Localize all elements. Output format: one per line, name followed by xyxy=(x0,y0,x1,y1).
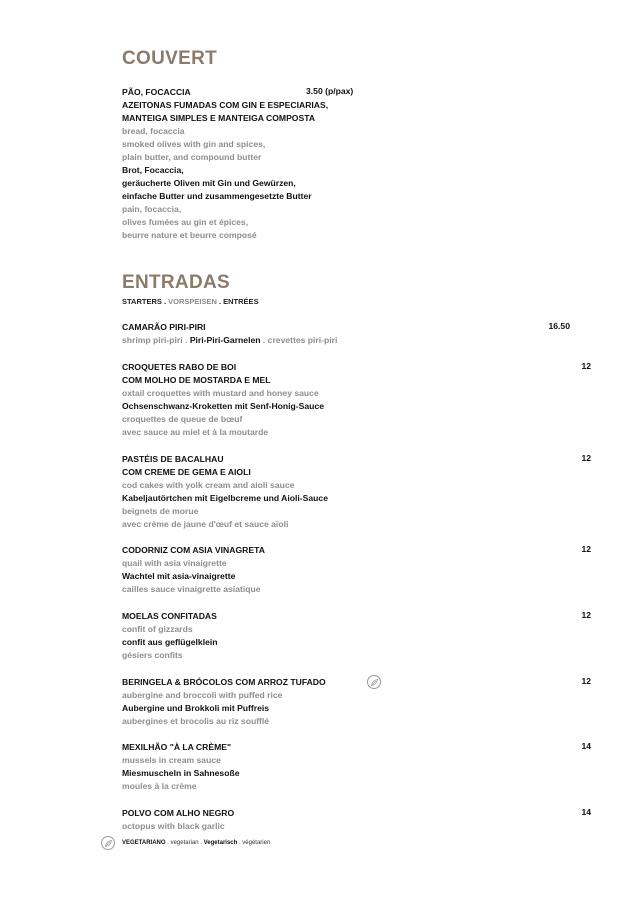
item-camarao-name: CAMARÃO PIRI-PIRI xyxy=(122,322,206,332)
item-codorniz-line: cailles sauce vinaigrette asiatique xyxy=(122,584,261,594)
couvert-line: beurre nature et beurre composé xyxy=(122,230,257,240)
section-title-couvert: COUVERT xyxy=(122,48,217,69)
couvert-line: plain butter, and compound butter xyxy=(122,152,262,162)
item-codorniz-name: CODORNIZ COM ASIA VINAGRETA xyxy=(122,545,265,555)
couvert-line: AZEITONAS FUMADAS COM GIN E ESPECIARIAS, xyxy=(122,100,329,110)
subtitle-starters: STARTERS . xyxy=(122,297,169,306)
item-beringela-line: Aubergine und Brokkoli mit Puffreis xyxy=(122,703,270,713)
subtitle-entrees: . ENTRÉES xyxy=(216,297,259,306)
camarao-de: Piri-Piri-Garnelen xyxy=(189,335,261,345)
item-polvo-line: octopus with black garlic xyxy=(122,821,225,831)
item-moelas-name: MOELAS CONFITADAS xyxy=(122,611,217,621)
item-beringela-price: 12 xyxy=(581,676,591,686)
couvert-price: 3.50 (p/pax) xyxy=(306,86,354,96)
section-title-entradas: ENTRADAS xyxy=(122,272,230,293)
item-codorniz-line: quail with asia vinaigrette xyxy=(122,558,227,568)
couvert-line: olives fumées au gin et épices, xyxy=(122,217,249,227)
item-camarao-translations xyxy=(122,334,337,347)
item-croquetes-price: 12 xyxy=(581,361,591,371)
item-mexilhao-line: Miesmuscheln in Sahnesoße xyxy=(122,768,240,778)
item-croquetes-name: CROQUETES RABO DE BOI xyxy=(122,362,237,372)
legend-vegetarian-icon xyxy=(101,836,115,850)
legend-en: . vegetarian . xyxy=(165,840,204,846)
item-beringela-line: aubergines et brocolis au riz soufflé xyxy=(122,716,270,726)
item-pasteis-price: 12 xyxy=(581,453,591,463)
item-moelas-price: 12 xyxy=(581,610,591,620)
item-mexilhao-name: MEXILHÃO "À LA CRÈME" xyxy=(122,742,232,752)
item-pasteis-line: beignets de morue xyxy=(122,506,199,516)
couvert-line: pain, focaccia, xyxy=(122,204,182,214)
item-croquetes-line: oxtail croquettes with mustard and honey sauce xyxy=(122,388,319,398)
legend-fr: . végétarien xyxy=(237,840,271,846)
item-pasteis-name: PASTÉIS DE BACALHAU xyxy=(122,454,224,464)
couvert-line: einfache Butter und zusammengesetzte Butter xyxy=(122,191,312,201)
item-beringela-line: aubergine and broccoli with puffed rice xyxy=(122,690,283,700)
couvert-line: geräucherte Oliven mit Gin und Gewürzen, xyxy=(122,178,296,188)
couvert-line: MANTEIGA SIMPLES E MANTEIGA COMPOSTA xyxy=(122,113,316,123)
camarao-fr: . crevettes piri-piri xyxy=(260,335,338,345)
vegetarian-icon xyxy=(367,675,381,689)
item-codorniz-price: 12 xyxy=(581,544,591,554)
item-pasteis-line: avec crème de jaune d'œuf et sauce aïoli xyxy=(122,519,289,529)
camarao-en: shrimp piri-piri . xyxy=(122,335,190,345)
item-pasteis-line: Kabeljautörtchen mit Eigelbcreme und Aioli-Sauce xyxy=(122,493,328,503)
item-polvo-name: POLVO COM ALHO NEGRO xyxy=(122,808,235,818)
item-codorniz-line: Wachtel mit asia-vinaigrette xyxy=(122,571,236,581)
item-camarao-price: 16.50 xyxy=(548,321,570,331)
item-mexilhao-line: mussels in cream sauce xyxy=(122,755,221,765)
item-croquetes-line: avec sauce au miel et à la moutarde xyxy=(122,427,269,437)
item-mexilhao-price: 14 xyxy=(581,741,591,751)
item-moelas-line: confit of gizzards xyxy=(122,624,193,634)
legend-pt: VEGETARIANO xyxy=(122,840,166,846)
couvert-name: PÃO, FOCACCIA xyxy=(122,87,191,97)
couvert-line: smoked olives with gin and spices, xyxy=(122,139,266,149)
couvert-line: bread, focaccia xyxy=(122,126,185,136)
item-croquetes-line: croquettes de queue de bœuf xyxy=(122,414,243,424)
item-beringela-name: BERINGELA & BRÓCOLOS COM ARROZ TUFADO xyxy=(122,677,326,687)
item-pasteis-line: COM CREME DE GEMA E AIOLI xyxy=(122,467,251,477)
item-croquetes-line: COM MOLHO DE MOSTARDA E MEL xyxy=(122,375,271,385)
item-croquetes-line: Ochsenschwanz-Kroketten mit Senf-Honig-Sauce xyxy=(122,401,324,411)
section-subtitle-entradas xyxy=(122,297,259,306)
legend-de: Vegetarisch xyxy=(203,840,238,846)
item-moelas-line: gésiers confits xyxy=(122,650,183,660)
subtitle-vorspeisen: VORSPEISEN xyxy=(168,297,217,306)
item-polvo-price: 14 xyxy=(581,807,591,817)
item-pasteis-line: cod cakes with yolk cream and aioli sauce xyxy=(122,480,295,490)
item-mexilhao-line: moules à la crème xyxy=(122,781,197,791)
couvert-line: Brot, Focaccia, xyxy=(122,165,184,175)
vegetarian-legend xyxy=(122,840,270,846)
item-moelas-line: confit aus geflügelklein xyxy=(122,637,218,647)
